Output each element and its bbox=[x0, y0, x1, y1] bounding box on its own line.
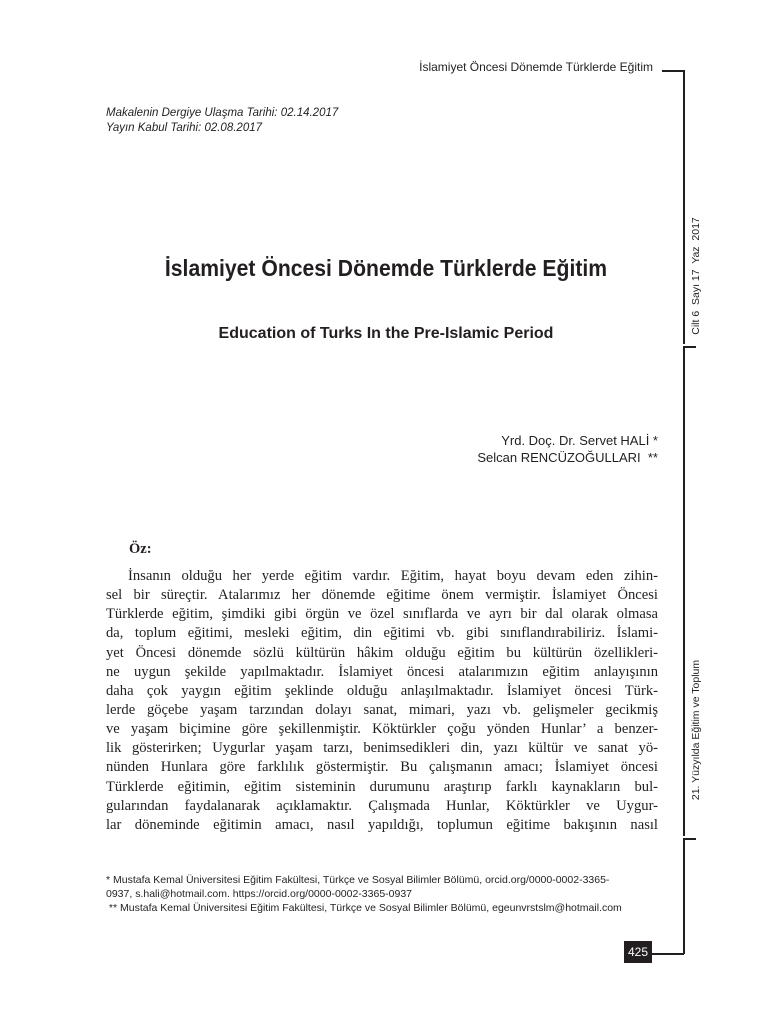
margin-rule-top bbox=[683, 70, 685, 344]
abstract-line: lerde göçebe yaşam tarzından dolayı sanat, mimari, yazı vb. gelişmeler gecikmiş bbox=[106, 701, 658, 718]
running-header: İslamiyet Öncesi Dönemde Türklerde Eğitim bbox=[419, 60, 653, 74]
footnotes bbox=[106, 873, 662, 915]
footnote-2: ** Mustafa Kemal Üniversitesi Eğitim Fakültesi, Türkçe ve Sosyal Bilimler Bölümü, egeunvrstslm@hotmail.com bbox=[106, 902, 622, 914]
abstract-line: daha çok yaygın eğitim şeklinde olduğu anlaşılmaktadır. İslamiyet öncesi Türk- bbox=[106, 682, 658, 699]
footnote-1-line-2: 0937, s.hali@hotmail.com. https://orcid.org/0000-0002-3365-0937 bbox=[106, 888, 413, 900]
volume-label: Cilt 6 Sayı 17 Yaz 2017 bbox=[690, 217, 702, 335]
margin-tick bbox=[684, 346, 696, 348]
abstract-line: nünden Hunlara göre farklılık göstermiştir. Bu çalışmanın amacı; İslamiyet öncesi bbox=[106, 759, 658, 776]
abstract-line: İnsanın olduğu her yerde eğitim vardır. Eğitim, hayat boyu devam eden zihin- bbox=[128, 568, 658, 584]
abstract-heading: Öz: bbox=[129, 541, 152, 557]
page-number: 425 bbox=[624, 941, 652, 963]
publication-dates bbox=[106, 106, 338, 136]
abstract-line: lik gösterirken; Uygurlar yaşam tarzı, benimsedikleri din, yazı kültür ve sanat yö- bbox=[106, 740, 658, 757]
article-title: İslamiyet Öncesi Dönemde Türklerde Eğitim bbox=[164, 255, 608, 281]
abstract-line: Türklerde eğitim, şimdiki gibi örgün ve özel sınıflarda ve ayrı bir dal olarak olmasa bbox=[106, 606, 658, 623]
margin-rule-bottom bbox=[683, 838, 685, 954]
abstract-line: gularından faydalanarak açıklamaktır. Çalışmada Hunlar, Köktürkler ve Uygur- bbox=[106, 797, 658, 814]
authors bbox=[477, 432, 658, 466]
received-date: Makalenin Dergiye Ulaşma Tarihi: 02.14.2017 bbox=[106, 107, 339, 119]
abstract-line: ne uygun şekilde yapılmaktadır. İslamiyet öncesi atalarımızın eğitim anlayışının bbox=[106, 663, 658, 680]
author-2: Selcan RENCÜZOĞULLARI ** bbox=[477, 450, 658, 465]
author-1: Yrd. Doç. Dr. Servet HALİ * bbox=[501, 433, 658, 448]
abstract-body bbox=[106, 567, 658, 835]
abstract-line: lar döneminde eğitimin amacı, nasıl yapıldığı, toplumun eğitime bakışının nasıl bbox=[106, 816, 658, 833]
abstract-line: da, toplum eğitimi, mesleki eğitim, din eğitimi vb. gibi sınıflandırabiliriz. İslami- bbox=[106, 625, 658, 642]
abstract-line: Türklerde eğitimin, eğitim sisteminin durumunu araştırıp farklı kaynakların bul- bbox=[106, 778, 658, 795]
margin-rule-middle bbox=[683, 346, 685, 836]
margin-tick-bottom bbox=[684, 838, 696, 840]
footnote-1-line-1: * Mustafa Kemal Üniversitesi Eğitim Fakültesi, Türkçe ve Sosyal Bilimler Bölümü, orcid.org/0000-0002-3365- bbox=[106, 874, 610, 886]
abstract-line: ve yaşam biçimine göre şekillenmiştir. Köktürkler çoğu yönden Hunlar’ a benzer- bbox=[106, 721, 658, 738]
header-tick bbox=[662, 70, 684, 72]
journal-label: 21. Yüzyılda Eğitim ve Toplum bbox=[690, 659, 702, 801]
abstract-line: sel bir süreçtir. Atalarımız her dönemde eğitime önem vermiştir. İslamiyet Öncesi bbox=[106, 587, 658, 604]
page-number-tick bbox=[652, 953, 684, 955]
accepted-date: Yayın Kabul Tarihi: 02.08.2017 bbox=[106, 122, 263, 134]
abstract-line: yet Öncesi dönemde sözlü kültürün hâkim olduğu eğitim bu kültürün özellikleri- bbox=[106, 644, 658, 661]
article-subtitle: Education of Turks In the Pre-Islamic Period bbox=[218, 325, 554, 342]
